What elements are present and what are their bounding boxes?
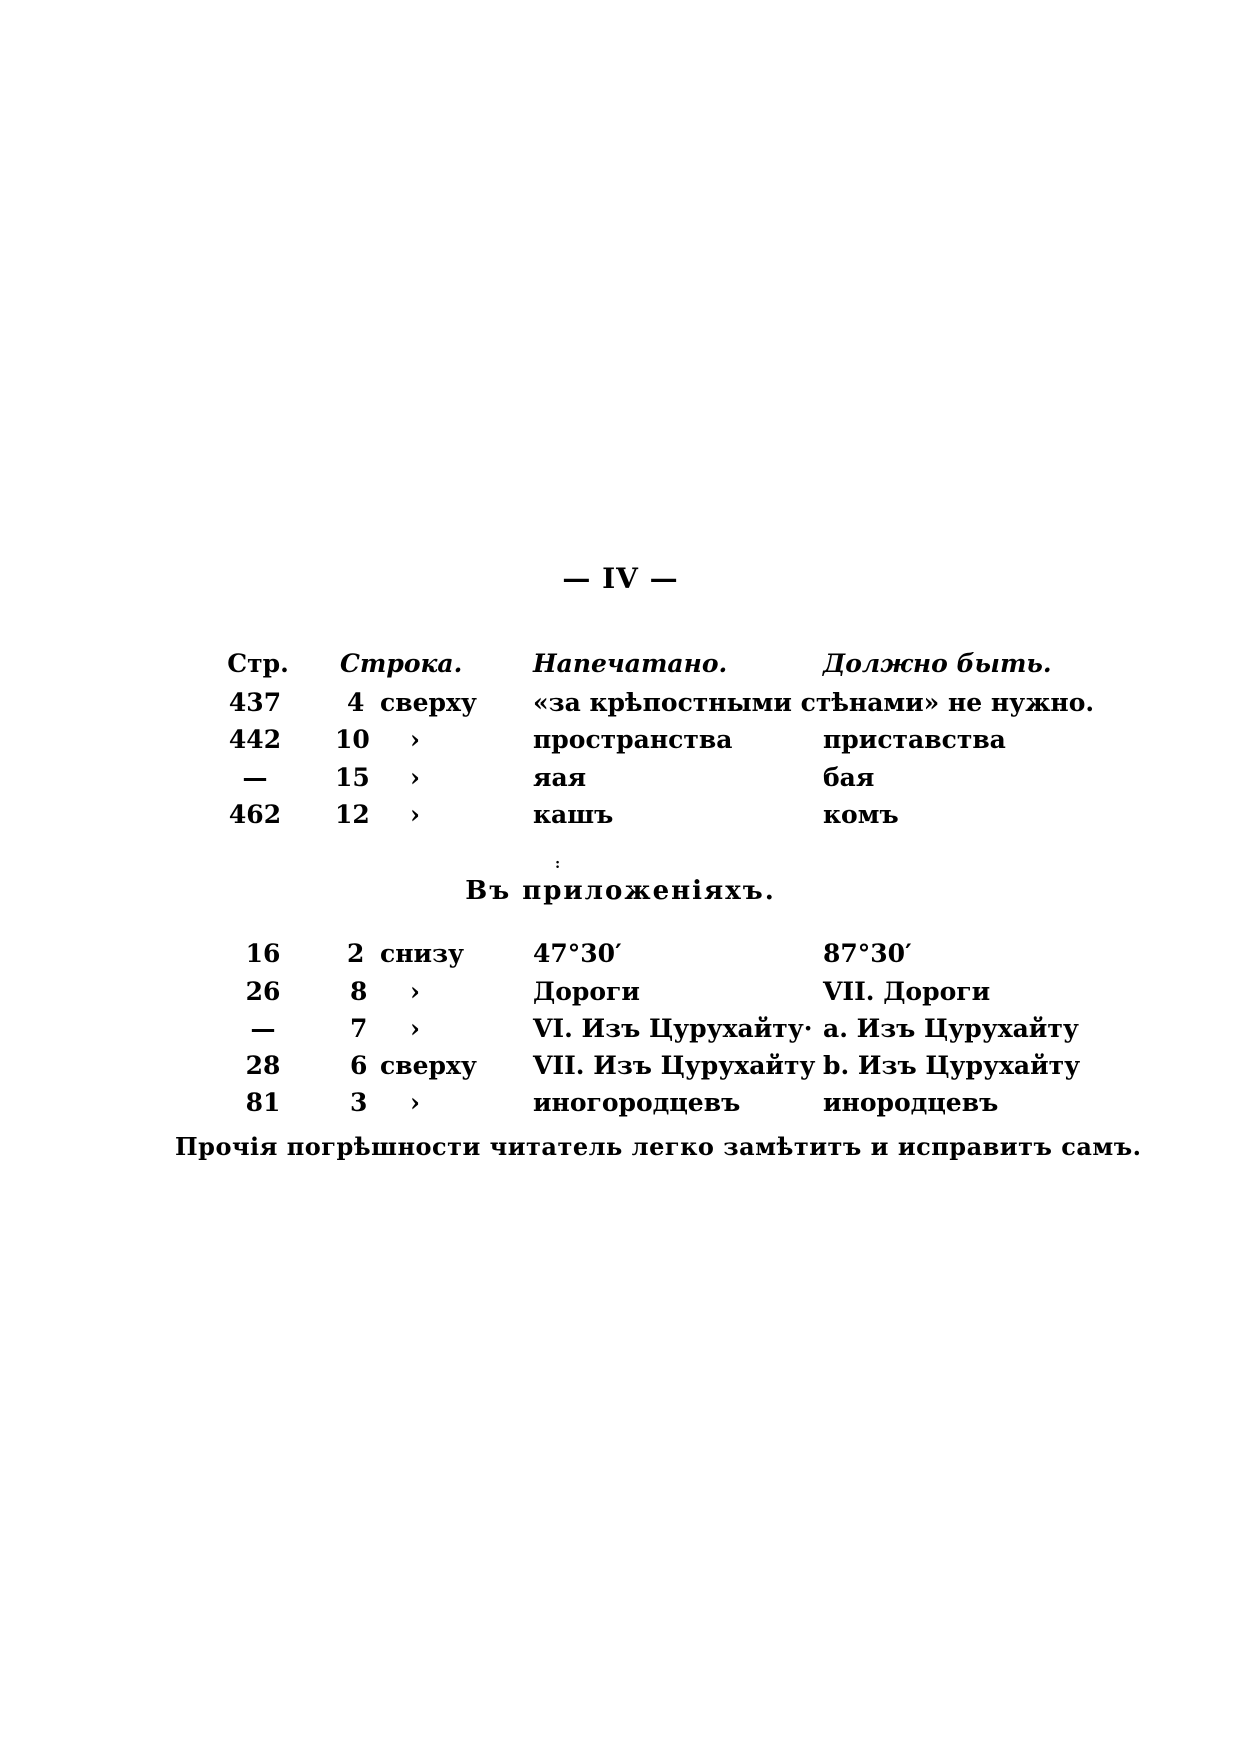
row-direction: снизу [380, 939, 465, 968]
section-mark: : [555, 856, 561, 872]
appendix-row [0, 1048, 1241, 1084]
header-line: Строка. [340, 649, 463, 678]
row-page: 28 [245, 1051, 281, 1080]
row-line: 7 [350, 1014, 368, 1043]
row-printed: VI. Изъ Цурухайту· [533, 1014, 813, 1043]
row-direction: › [410, 800, 420, 829]
row-correct: VII. Дороги [823, 977, 991, 1006]
row-direction: сверху [380, 688, 477, 717]
row-correct: бая [823, 763, 875, 792]
errata-header-row [0, 646, 1241, 682]
row-printed: кашъ [533, 800, 614, 829]
appendix-row [0, 936, 1241, 972]
header-correct: Должно быть. [823, 649, 1052, 678]
row-correct: комъ [823, 800, 899, 829]
row-page: — [242, 763, 268, 792]
row-line: 2 [347, 939, 365, 968]
row-line: 15 [335, 763, 370, 792]
row-printed: Дороги [533, 977, 640, 1006]
row-printed: яая [533, 763, 587, 792]
header-page: Стр. [227, 649, 289, 678]
row-line: 4 [347, 688, 365, 717]
row-direction: › [410, 977, 420, 1006]
row-page: 462 [228, 800, 282, 829]
section-title: Въ приложеніяхъ. [465, 876, 776, 906]
row-direction: › [410, 725, 420, 754]
row-direction: › [410, 1088, 420, 1117]
row-correct: 87°30′ [823, 939, 912, 968]
row-printed: пространства [533, 725, 733, 754]
row-direction: › [410, 1014, 420, 1043]
row-page: 437 [228, 688, 282, 717]
row-line: 6 [350, 1051, 368, 1080]
row-line: 12 [335, 800, 370, 829]
row-direction: › [410, 763, 420, 792]
footer-note: Прочія погрѣшности читатель легко замѣтитъ и исправитъ самъ. [175, 1132, 1142, 1161]
appendix-row [0, 1085, 1241, 1121]
row-correct: инородцевъ [823, 1088, 999, 1117]
row-correct: b. Изъ Цурухайту [823, 1051, 1081, 1080]
errata-row [0, 797, 1241, 833]
appendix-row [0, 974, 1241, 1010]
row-line: 3 [350, 1088, 368, 1117]
row-printed: 47°30′ [533, 939, 622, 968]
errata-row [0, 760, 1241, 796]
row-page: — [250, 1014, 276, 1043]
errata-row [0, 722, 1241, 758]
row-printed: «за крѣпостными стѣнами» не нужно. [533, 688, 1095, 717]
row-line: 8 [350, 977, 368, 1006]
row-page: 442 [228, 725, 282, 754]
row-correct: приставства [823, 725, 1006, 754]
row-line: 10 [335, 725, 370, 754]
row-page: 16 [245, 939, 281, 968]
page-number: — IV — [562, 562, 679, 595]
row-page: 81 [245, 1088, 281, 1117]
row-direction: сверху [380, 1051, 477, 1080]
row-page: 26 [245, 977, 281, 1006]
header-printed: Напечатано. [533, 649, 728, 678]
errata-row [0, 685, 1241, 721]
row-correct: a. Изъ Цурухайту [823, 1014, 1079, 1043]
row-printed: иногородцевъ [533, 1088, 741, 1117]
appendix-row [0, 1011, 1241, 1047]
row-printed: VII. Изъ Цурухайту [533, 1051, 816, 1080]
